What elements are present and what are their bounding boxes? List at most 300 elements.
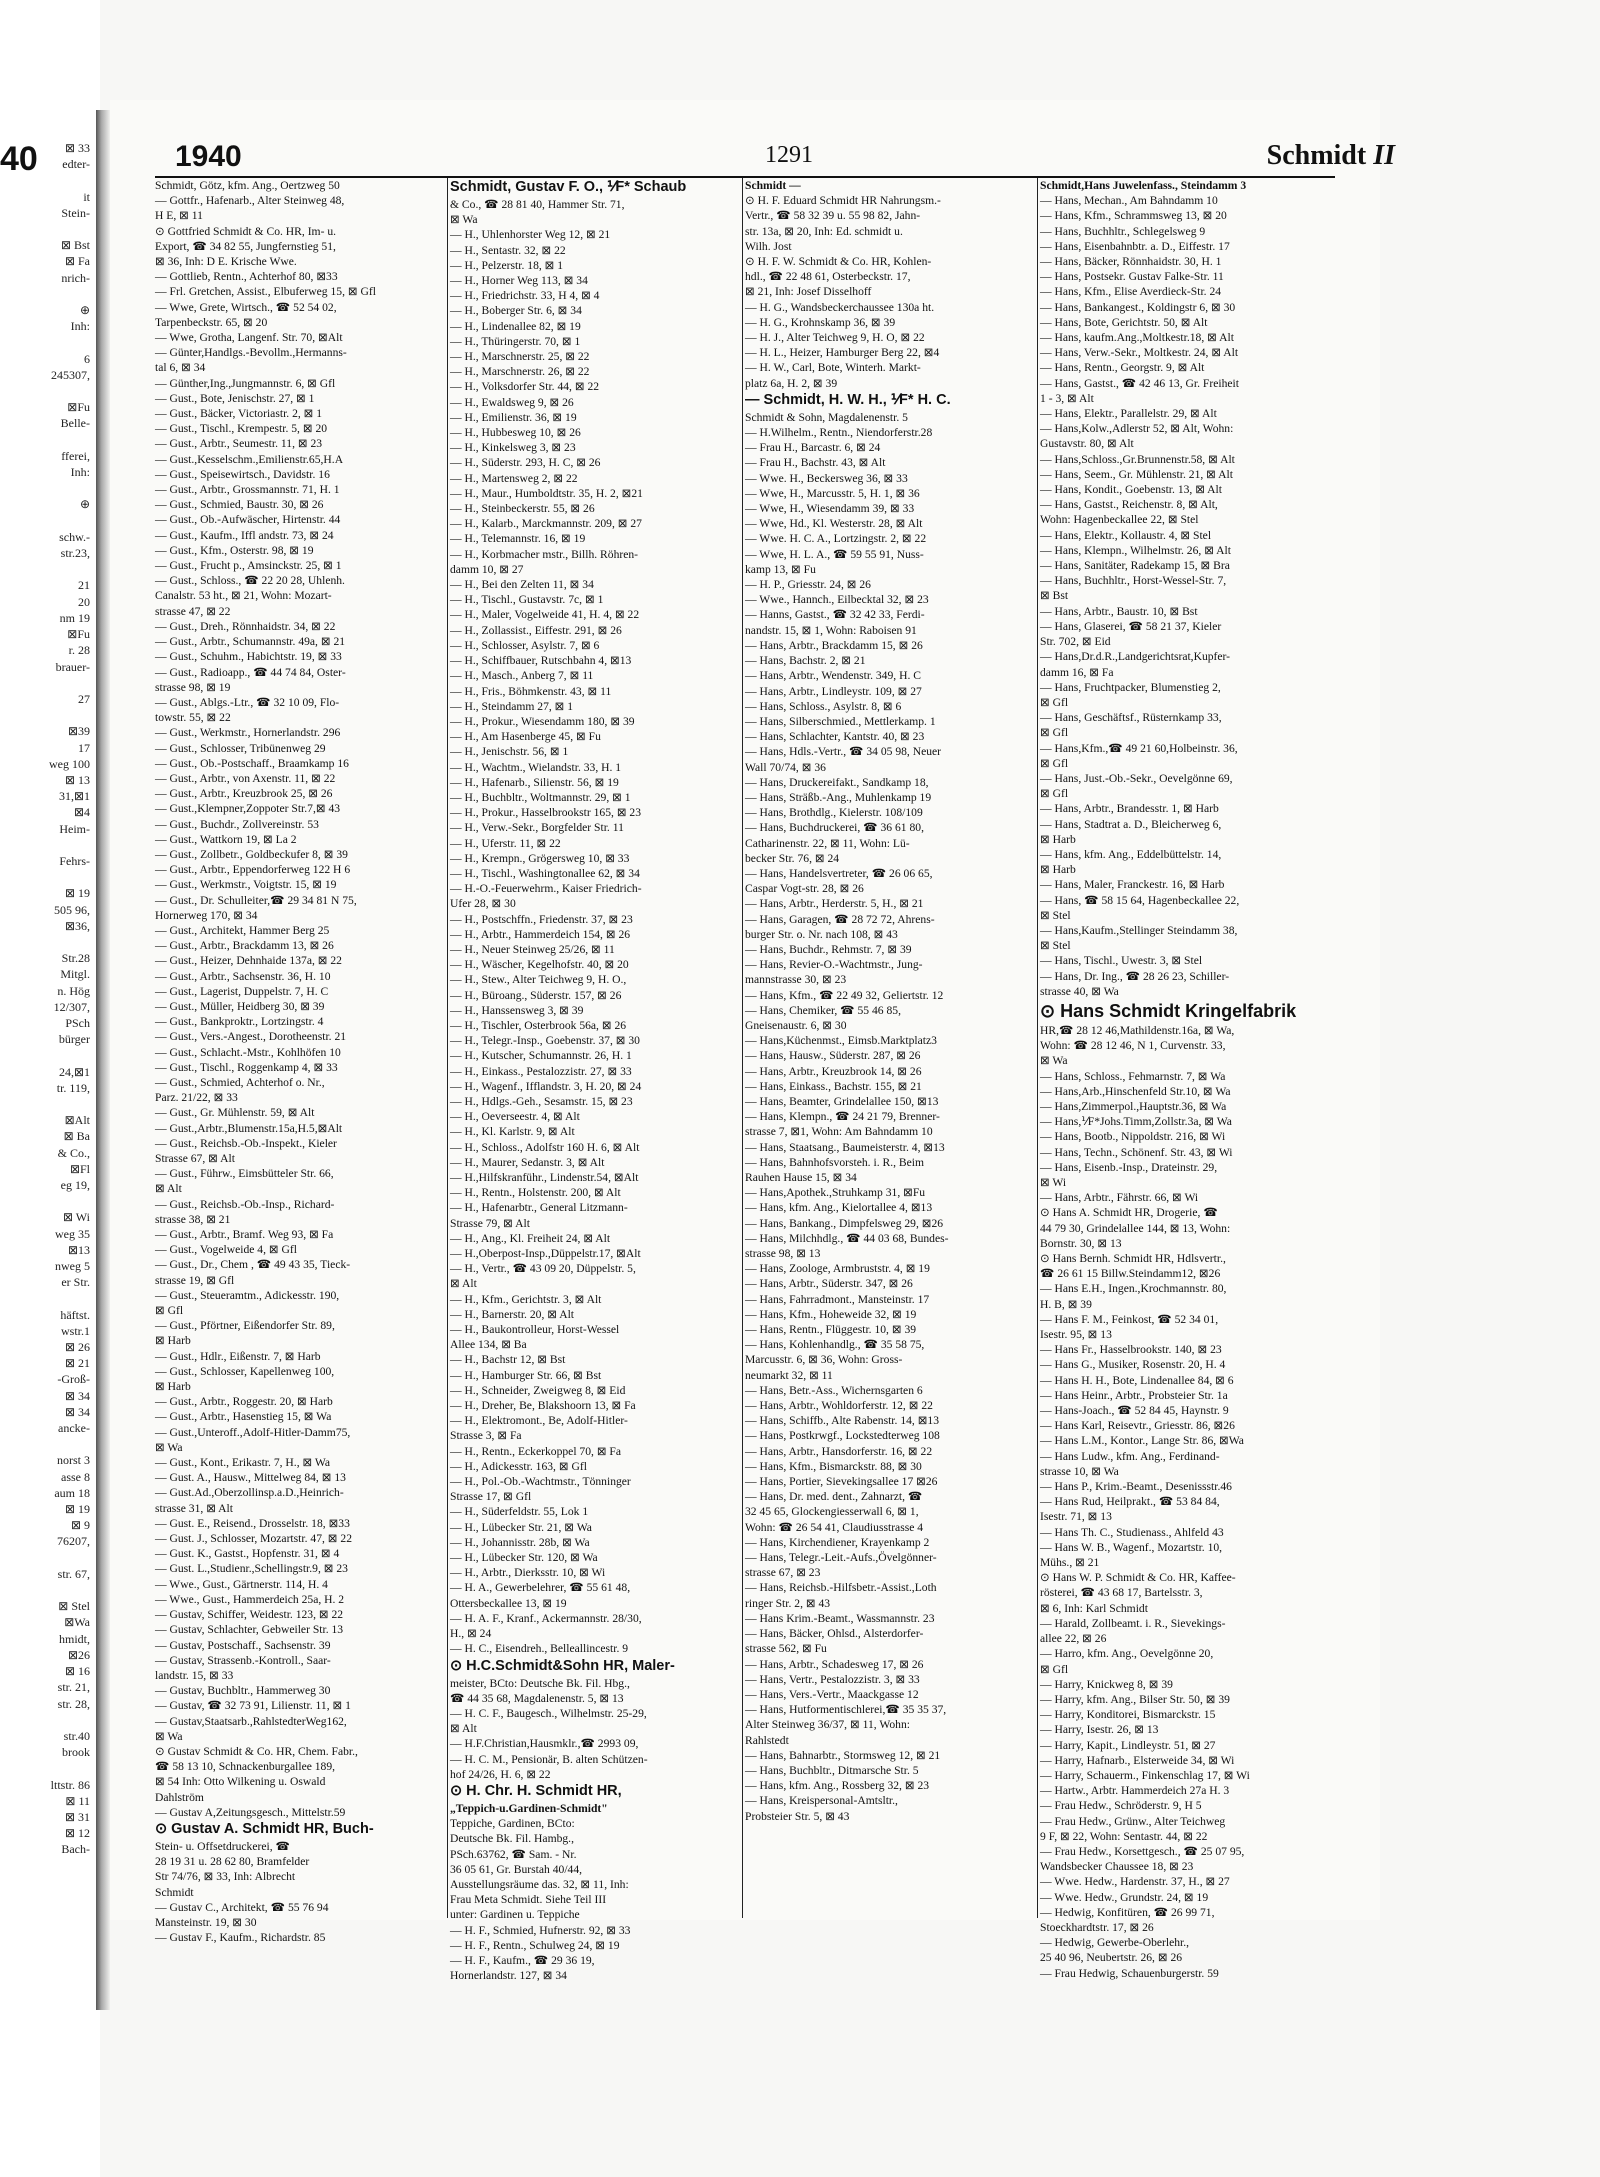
directory-entry: strasse 98, ⊠ 13 — [745, 1247, 821, 1261]
directory-entry: — Gust., Speisewirtsch., Davidstr. 16 — [155, 467, 330, 481]
directory-entry: damm 10, ⊠ 27 — [450, 562, 524, 576]
previous-page-line: ⊠ 12 — [64, 1826, 90, 1841]
previous-page-line: ⊠Wa — [64, 1615, 90, 1630]
directory-entry: — Harry, Isestr. 26, ⊠ 13 — [1040, 1723, 1159, 1737]
directory-entry: — Gust., Arbtr., Schumannstr. 49a, ⊠ 21 — [155, 635, 346, 649]
directory-entry: — Hans,Schloss.,Gr.Brunnenstr.58, ⊠ Alt — [1040, 452, 1235, 466]
previous-page-line: ⊠ 34 — [64, 1404, 90, 1419]
previous-page-line: ⊠4 — [73, 805, 90, 820]
directory-entry: — Hans, Milchhdlg., ☎ 44 03 68, Bundes- — [745, 1231, 949, 1245]
directory-entry: — Gust., Tischl., Roggenkamp 4, ⊠ 33 — [155, 1060, 338, 1074]
directory-entry: Tarpenbeckstr. 65, ⊠ 20 — [155, 315, 268, 329]
directory-entry: Schmidt, Gustav F. O., ⅟F* Schaub — [450, 179, 687, 195]
directory-entry: — H.F.Christian,Hausmklr.,☎ 2993 09, — [450, 1737, 639, 1751]
directory-entry: ⊙ Hans W. P. Schmidt & Co. HR, Kaffee- — [1040, 1571, 1236, 1585]
directory-entry: — Gust.,Klempner,Zoppoter Str.7,⊠ 43 — [155, 802, 341, 816]
directory-entry: — H., Fris., Böhmkenstr. 43, ⊠ 11 — [450, 684, 612, 698]
directory-entry: — H., Korbmacher mstr., Billh. Röhren- — [450, 547, 639, 561]
directory-entry: — Gustav C., Architekt, ☎ 55 76 94 — [155, 1900, 329, 1914]
directory-entry: Strasse 3, ⊠ Fa — [450, 1429, 522, 1443]
previous-page-line: r. 28 — [68, 643, 90, 658]
directory-entry: — Hans, Schloss., Fehmarnstr. 7, ⊠ Wa — [1040, 1069, 1226, 1083]
directory-entry: — H., Krempn., Grögersweg 10, ⊠ 33 — [450, 851, 630, 865]
directory-entry: ⊠ Wa — [1040, 1054, 1068, 1068]
directory-entry: — H., Bei den Zelten 11, ⊠ 34 — [450, 578, 594, 592]
directory-entry: — Hans, kfm. Ang., Kielortallee 4, ⊠13 — [745, 1201, 933, 1215]
directory-entry: strasse 7, ⊠1, Wohn: Am Bahndamm 10 — [745, 1125, 933, 1139]
directory-entry: nandstr. 15, ⊠ 1, Wohn: Raboisen 91 — [745, 623, 917, 637]
directory-entry: — H. C. M., Pensionär, B. alten Schützen- — [450, 1752, 648, 1766]
previous-page-strip — [0, 140, 94, 1920]
previous-page-line: Mitgl. — [60, 967, 90, 982]
directory-entry: — Günther,Ing.,Jungmannstr. 6, ⊠ Gfl — [155, 376, 336, 390]
directory-entry: — Hans, kfm. Ang., Eddelbüttelstr. 14, — [1040, 847, 1222, 861]
previous-page-line — [0, 383, 94, 399]
directory-entry: — H. L., Heizer, Hamburger Berg 22, ⊠4 — [745, 346, 940, 360]
previous-page-line: str. 28, — [57, 1696, 90, 1711]
directory-entry: Canalstr. 53 ht., ⊠ 21, Wohn: Mozart- — [155, 589, 332, 603]
previous-page-line: it — [83, 189, 90, 204]
directory-entry: Strasse 17, ⊠ Gfl — [450, 1490, 532, 1504]
directory-entry: — H., Bachstr 12, ⊠ Bst — [450, 1353, 566, 1367]
directory-entry: Gneisenaustr. 6, ⊠ 30 — [745, 1018, 847, 1032]
directory-entry: — Gust., Arbtr., Eppendorferweg 122 H 6 — [155, 863, 351, 877]
directory-entry: — Frau Hedwig, Schauenburgerstr. 59 — [1040, 1966, 1219, 1980]
directory-entry: — H., Hafenarb., Silienstr. 56, ⊠ 19 — [450, 775, 619, 789]
directory-entry: ⊙ H. F. W. Schmidt & Co. HR, Kohlen- — [745, 255, 932, 269]
directory-entry: — Harro, kfm. Ang., Oevelgönne 20, — [1040, 1647, 1214, 1661]
directory-entry: Rauhen Hause 15, ⊠ 34 — [745, 1171, 857, 1184]
directory-entry: — Hans Th. C., Studienass., Ahlfeld 43 — [1040, 1525, 1224, 1539]
previous-page-line: & Co., — [57, 1145, 90, 1160]
directory-entry: ⊙ H. F. Eduard Schmidt HR Nahrungsm.- — [745, 194, 941, 208]
previous-page-line: ⊠13 — [67, 1242, 90, 1257]
directory-entry: Str. 702, ⊠ Eid — [1040, 635, 1111, 649]
directory-entry: — H., Hamburger Str. 66, ⊠ Bst — [450, 1368, 602, 1382]
directory-entry: — H. C., Eisendreh., Belleallincestr. 9 — [450, 1642, 629, 1656]
directory-entry: — Hans, Dr. med. dent., Zahnarzt, ☎ — [745, 1490, 923, 1504]
directory-entry: — Hans, Arbtr., Baustr. 10, ⊠ Bst — [1040, 604, 1198, 618]
directory-entry: ⊠ Stel — [1040, 908, 1071, 922]
directory-entry: — Gust., Reichsb.-Ob.-Insp., Richard- — [155, 1197, 335, 1211]
directory-entry: — H., Ewaldsweg 9, ⊠ 26 — [450, 395, 574, 409]
directory-entry: Parz. 21/22, ⊠ 33 — [155, 1091, 238, 1105]
directory-entry: — Hans, Handelsvertreter, ☎ 26 06 65, — [745, 866, 933, 880]
directory-entry: — Hans, Bäcker, Rönnhaidstr. 30, H. 1 — [1040, 255, 1222, 269]
directory-entry: — Gust. A., Hausw., Mittelweg 84, ⊠ 13 — [155, 1471, 346, 1485]
directory-entry: — H., Steindamm 27, ⊠ 1 — [450, 699, 574, 713]
directory-entry: — Hans,Kfm.,☎ 49 21 60,Holbeinstr. 36, — [1040, 741, 1238, 755]
previous-page-number: 40 — [0, 140, 38, 178]
directory-entry: — H., Sentastr. 32, ⊠ 22 — [450, 243, 566, 257]
directory-entry: — Gust., Kont., Erikastr. 7, H., ⊠ Wa — [155, 1456, 331, 1470]
directory-entry: — Gust., Werkmstr., Hornerlandstr. 296 — [155, 726, 341, 740]
directory-entry: — H., Lindenallee 82, ⊠ 19 — [450, 319, 581, 333]
directory-entry: — Hans, kfm. Ang., Rossberg 32, ⊠ 23 — [745, 1779, 930, 1793]
previous-page-line: Heim- — [59, 821, 90, 836]
directory-entry: tal 6, ⊠ 34 — [155, 361, 206, 375]
directory-entry: Ausstellungsräume das. 32, ⊠ 11, Inh: — [450, 1877, 629, 1891]
directory-entry: — Harry, Konditorei, Bismarckstr. 15 — [1040, 1708, 1216, 1722]
directory-entry: — Hans G., Musiker, Rosenstr. 20, H. 4 — [1040, 1358, 1226, 1372]
directory-entry: — Hans, Schlachter, Kantstr. 40, ⊠ 23 — [745, 730, 925, 744]
directory-entry: — H., Vertr., ☎ 43 09 20, Düppelstr. 5, — [450, 1262, 636, 1276]
directory-entry: — Hans W. B., Wagenf., Mozartstr. 10, — [1040, 1540, 1223, 1554]
previous-page-line — [0, 1096, 94, 1112]
directory-entry: — Hedwig, Konfitüren, ☎ 26 99 71, — [1040, 1905, 1215, 1919]
previous-page-line: ⊠ Stel — [58, 1599, 90, 1614]
directory-entry: — Wwe. H. C. A., Lortzingstr. 2, ⊠ 22 — [745, 532, 927, 546]
directory-entry: — H. A. F., Kranf., Ackermannstr. 28/30, — [450, 1611, 642, 1625]
directory-entry: Strasse 67, ⊠ Alt — [155, 1152, 235, 1165]
directory-entry: — Gust., Schloss., ☎ 22 20 28, Uhlenh. — [155, 574, 345, 588]
directory-entry: mannstrasse 30, ⊠ 23 — [745, 973, 847, 987]
directory-entry: ⊙ Gottfried Schmidt & Co. HR, Im- u. — [155, 224, 337, 238]
directory-entry: — Günter,Handlgs.-Bevollm.,Hermanns- — [155, 346, 347, 360]
previous-page-line — [0, 480, 94, 496]
directory-entry: — H., Rentn., Eckerkoppel 70, ⊠ Fa — [450, 1444, 622, 1458]
directory-entry: — Hans, Stadtrat a. D., Bleicherweg 6, — [1040, 817, 1222, 831]
directory-entry: — Gust., Arbtr., Kreuzbrook 25, ⊠ 26 — [155, 787, 333, 801]
directory-entry: — H., Prokur., Wiesendamm 180, ⊠ 39 — [450, 714, 635, 728]
directory-entry: — H., Wäscher, Kegelhofstr. 40, ⊠ 20 — [450, 958, 629, 972]
previous-page-line: 12/307, — [53, 999, 90, 1014]
directory-entry: Stein- u. Offsetdruckerei, ☎ — [155, 1839, 290, 1853]
previous-page-line: ⊠ Bst — [60, 238, 90, 253]
directory-entry: — Hans E.H., Ingen.,Krochmannstr. 80, — [1040, 1282, 1227, 1296]
directory-entry: — Hans, Beamter, Grindelallee 150, ⊠13 — [745, 1094, 939, 1108]
directory-column-1 — [155, 178, 440, 1945]
previous-page-line: str. 67, — [57, 1566, 90, 1581]
directory-entry: — Hans, Reichsb.-Hilfsbetr.-Assist.,Loth — [745, 1581, 937, 1595]
directory-entry: — Hans, Kfm., Hoheweide 32, ⊠ 19 — [745, 1307, 917, 1321]
directory-entry: — Hans, Buchhltr., Schlegelsweg 9 — [1040, 224, 1206, 238]
directory-entry: — Hans Heinr., Arbtr., Probsteier Str. 1a — [1040, 1388, 1228, 1402]
directory-entry: ⊠ 54 Inh: Otto Wilkening u. Oswald — [155, 1775, 326, 1789]
previous-page-line: er Str. — [61, 1275, 90, 1290]
directory-entry: ⊠ Gfl — [1040, 1662, 1069, 1676]
previous-page-line: Belle- — [60, 416, 90, 431]
directory-entry: — H., Telegr.-Insp., Goebenstr. 37, ⊠ 30 — [450, 1034, 640, 1048]
directory-entry: 44 79 30, Grindelallee 144, ⊠ 13, Wohn: — [1040, 1221, 1231, 1235]
directory-entry: — Gust., Dr., Chem , ☎ 49 43 35, Tieck- — [155, 1258, 351, 1272]
directory-entry: — H., Horner Weg 113, ⊠ 34 — [450, 274, 588, 288]
page-title-name: Schmidt — [1266, 140, 1367, 171]
directory-entry: — Gust., Arbtr., Bramf. Weg 93, ⊠ Fa — [155, 1228, 334, 1242]
directory-entry: — Hans, Portier, Sievekingsallee 17 ⊠26 — [745, 1475, 938, 1489]
directory-entry: ⊠ Gfl — [155, 1304, 184, 1318]
directory-entry: — Gust. E., Reisend., Drosselstr. 18, ⊠33 — [155, 1516, 350, 1530]
previous-page-line — [0, 707, 94, 723]
directory-entry: — Gust., Kfm., Osterstr. 98, ⊠ 19 — [155, 543, 314, 557]
directory-entry: burger Str. o. Nr. nach 108, ⊠ 43 — [745, 927, 898, 941]
directory-entry: ⊠ 36, Inh: D E. Krische Wwe. — [155, 255, 297, 269]
directory-entry: — Hans, Bote, Gerichtstr. 50, ⊠ Alt — [1040, 315, 1208, 329]
directory-entry: Schmidt — — [745, 179, 801, 192]
directory-entry: ⊠ Harb — [155, 1380, 191, 1394]
directory-entry: ⊠ 21, Inh: Josef Disselhoff — [745, 285, 872, 299]
directory-entry: — Hans, Geschäftsf., Rüsternkamp 33, — [1040, 711, 1222, 725]
directory-entry: — Gust., Bankproktr., Lortzingstr. 4 — [155, 1015, 324, 1029]
directory-entry: — H., Schneider, Zweigweg 8, ⊠ Eid — [450, 1383, 626, 1397]
directory-entry: ⊙ Hans Bernh. Schmidt HR, Hdlsvertr., — [1040, 1252, 1226, 1266]
directory-entry: ☎ 44 35 68, Magdalenenstr. 5, ⊠ 13 — [450, 1691, 624, 1705]
previous-page-line: ⊕ — [79, 497, 90, 512]
page-year: 1940 — [175, 140, 242, 173]
previous-page-line: 31,⊠1 — [58, 789, 90, 804]
directory-entry: Marcusstr. 6, ⊠ 36, Wohn: Gross- — [745, 1353, 903, 1367]
directory-entry: Dahlström — [155, 1790, 204, 1804]
directory-entry: str. 13a, ⊠ 20, Inh: Ed. schmidt u. — [745, 224, 903, 238]
directory-entry: — Hans, Staatsang., Baumeisterstr. 4, ⊠13 — [745, 1140, 945, 1154]
directory-entry: — H., Ang., Kl. Freiheit 24, ⊠ Alt — [450, 1231, 611, 1245]
directory-entry: — H., Arbtr., Dierksstr. 10, ⊠ Wi — [450, 1566, 606, 1580]
directory-entry: Caspar Vogt-str. 28, ⊠ 26 — [745, 882, 864, 896]
directory-entry: — Gust., Reichsb.-Ob.-Inspekt., Kieler — [155, 1136, 337, 1150]
previous-page-line: asse 8 — [61, 1469, 90, 1484]
directory-entry: — Gustav F., Kaufm., Richardstr. 85 — [155, 1931, 326, 1945]
directory-entry: H E, ⊠ 11 — [155, 209, 203, 223]
previous-page-line: ⊠ Ba — [63, 1129, 90, 1144]
directory-entry: — Gust., Werkmstr., Voigtstr. 15, ⊠ 19 — [155, 878, 337, 892]
directory-entry: — Hans, Vers.-Vertr., Maackgasse 12 — [745, 1687, 919, 1701]
previous-page-line: ⊠Fu — [67, 400, 90, 415]
previous-page-line: str.40 — [63, 1728, 90, 1743]
directory-entry: — H., Adickesstr. 163, ⊠ Gfl — [450, 1459, 587, 1473]
directory-entry: — Hedwig, Gewerbe-Oberlehr., — [1040, 1936, 1190, 1950]
previous-page-line: ⊠ 11 — [65, 1793, 90, 1808]
directory-entry: — Gustav A,Zeitungsgesch., Mittelstr.59 — [155, 1805, 346, 1819]
directory-entry: — H., Pelzerstr. 18, ⊠ 1 — [450, 258, 564, 272]
previous-page-line: Inh: — [70, 465, 90, 480]
directory-entry: — Schmidt, H. W. H., ⅟F* H. C. — [745, 391, 951, 408]
directory-entry: — Hans-Joach., ☎ 52 84 45, Haynstr. 9 — [1040, 1404, 1229, 1418]
directory-entry: — Harry, Kapit., Lindleystr. 51, ⊠ 27 — [1040, 1738, 1216, 1752]
directory-entry: — H., Lübecker Str. 21, ⊠ Wa — [450, 1520, 592, 1534]
directory-entry: ⊠ Gfl — [1040, 726, 1069, 740]
directory-entry: — Wwe, H. L. A., ☎ 59 55 91, Nuss- — [745, 547, 924, 561]
previous-page-line: 27 — [78, 691, 90, 706]
directory-entry: rösterei, ☎ 43 68 17, Bartelsstr. 3, — [1040, 1586, 1203, 1600]
directory-entry: — Wwe. Hedw., Grundstr. 24, ⊠ 19 — [1040, 1890, 1209, 1904]
directory-entry: — Hans,Apothek.,Struhkamp 31, ⊠Fu — [745, 1186, 926, 1200]
directory-entry: Wohn: Hagenbeckallee 22, ⊠ Stel — [1040, 513, 1199, 527]
directory-entry: — Hans, Druckereifakt., Sandkamp 18, — [745, 775, 929, 789]
directory-entry: — H., Kutscher, Schumannstr. 26, H. 1 — [450, 1049, 632, 1063]
directory-entry: ⊠ Alt — [155, 1182, 182, 1196]
directory-entry: Isestr. 95, ⊠ 13 — [1040, 1328, 1112, 1342]
directory-entry: — Hans, Elektr., Kollaustr. 4, ⊠ Stel — [1040, 528, 1212, 542]
directory-entry: — Hans, Telegr.-Leit.-Aufs.,Övelgönner- — [745, 1551, 937, 1565]
directory-entry: — H. F., Rentn., Schulweg 24, ⊠ 19 — [450, 1938, 620, 1952]
directory-entry: allee 22, ⊠ 26 — [1040, 1632, 1107, 1646]
directory-entry: — H., Wachtm., Wielandstr. 33, H. 1 — [450, 760, 622, 774]
directory-entry: — Hans,Kolw.,Adlerstr 52, ⊠ Alt, Wohn: — [1040, 422, 1234, 436]
directory-entry: — Hans, Kondit., Goebenstr. 13, ⊠ Alt — [1040, 483, 1223, 497]
directory-entry: — Hans, Bankang., Dimpfelsweg 29, ⊠26 — [745, 1216, 944, 1230]
directory-entry: — Gust., Arbtr., Grossmannstr. 71, H. 1 — [155, 483, 340, 497]
previous-page-line: 245307, — [51, 367, 90, 382]
directory-entry: — H. G., Krohnskamp 36, ⊠ 39 — [745, 315, 896, 329]
directory-entry: Isestr. 71, ⊠ 13 — [1040, 1510, 1112, 1524]
previous-page-line — [0, 561, 94, 577]
directory-entry: — Hans, Kfm., Elise Averdieck-Str. 24 — [1040, 285, 1222, 299]
directory-entry: — Hans, Rentn., Georgstr. 9, ⊠ Alt — [1040, 361, 1205, 375]
directory-entry: — Hans, Buchdr., Rehmstr. 7, ⊠ 39 — [745, 942, 912, 956]
directory-entry: Wohn: ☎ 26 54 41, Claudiusstrasse 4 — [745, 1520, 924, 1534]
directory-entry: — Frau H., Bachstr. 43, ⊠ Alt — [745, 456, 886, 470]
directory-entry: — Hans, Kfm., Schrammsweg 13, ⊠ 20 — [1040, 209, 1227, 223]
directory-entry: — Hans, Dr. Ing., ☎ 28 26 23, Schiller- — [1040, 969, 1230, 983]
previous-page-line: fferei, — [61, 448, 90, 463]
directory-entry: — Harry, Knickweg 8, ⊠ 39 — [1040, 1677, 1173, 1691]
previous-page-line: aum 18 — [54, 1485, 90, 1500]
directory-entry: — H., Verw.-Sekr., Borgfelder Str. 11 — [450, 821, 624, 835]
directory-entry: — H., Steinbeckerstr. 55, ⊠ 26 — [450, 502, 595, 516]
directory-entry: — H.Wilhelm., Rentn., Niendorferstr.28 — [745, 426, 933, 440]
directory-entry: — H., Buchbltr., Woltmannstr. 29, ⊠ 1 — [450, 790, 631, 804]
directory-entry: hdl., ☎ 22 48 61, Osterbeckstr. 17, — [745, 270, 911, 284]
directory-entry: — H., Tischl., Washingtonallee 62, ⊠ 34 — [450, 866, 640, 880]
previous-page-line — [0, 1712, 94, 1728]
directory-entry: ringer Str. 2, ⊠ 43 — [745, 1596, 831, 1610]
directory-entry: — Gust., Schuhm., Habichtstr. 19, ⊠ 33 — [155, 650, 342, 664]
directory-entry: — Wwe., Hannch., Eilbecktal 32, ⊠ 23 — [745, 593, 929, 607]
directory-entry: Ottersbeckallee 13, ⊠ 19 — [450, 1596, 567, 1610]
directory-entry: — Hans, Kfm., Bismarckstr. 88, ⊠ 30 — [745, 1459, 922, 1473]
directory-entry: — Hans H. H., Bote, Lindenallee 84, ⊠ 6 — [1040, 1373, 1234, 1387]
directory-entry: — Gust.,Unteroff.,Adolf-Hitler-Damm75, — [155, 1425, 351, 1439]
directory-entry: ⊠ Bst — [1040, 589, 1069, 603]
previous-page-line: ⊠Fu — [67, 627, 90, 642]
directory-entry: — Frl. Gretchen, Assist., Elbuferweg 15, ⊠ Gfl — [155, 285, 376, 299]
directory-entry: — Gust., Arbtr., Sachsenstr. 36, H. 10 — [155, 969, 331, 983]
directory-entry: — H., Johannisstr. 28b, ⊠ Wa — [450, 1535, 590, 1549]
directory-entry: — H., Jenischstr. 56, ⊠ 1 — [450, 745, 569, 759]
directory-entry: — Gust., Arbtr., Brackdamm 13, ⊠ 26 — [155, 939, 334, 953]
directory-entry: — Gust. K., Gastst., Hopfenstr. 31, ⊠ 4 — [155, 1547, 340, 1561]
directory-entry: Alter Steinweg 36/37, ⊠ 11, Wohn: — [745, 1718, 910, 1732]
directory-entry: — Hans, Arbtr., Brackdamm 15, ⊠ 26 — [745, 638, 923, 652]
directory-entry: ⊙ Hans A. Schmidt HR, Drogerie, ☎ — [1040, 1206, 1218, 1220]
previous-page-line: brauer- — [55, 659, 90, 674]
directory-entry: — Wwe, Grete, Wirtsch., ☎ 52 54 02, — [155, 300, 337, 314]
directory-entry: Wohn: ☎ 28 12 46, N 1, Curvenstr. 33, — [1040, 1039, 1226, 1053]
directory-entry: — Hans Fr., Hasselbrookstr. 140, ⊠ 23 — [1040, 1343, 1222, 1357]
directory-entry: — Wwe. H., Beckersweg 36, ⊠ 33 — [745, 471, 908, 485]
directory-entry: — Hans, Bachstr. 2, ⊠ 21 — [745, 654, 866, 668]
previous-page-line: ⊠ 19 — [64, 1502, 90, 1517]
directory-entry: — Hans, Zoologe, Armbruststr. 4, ⊠ 19 — [745, 1262, 930, 1276]
directory-entry: — H., Neuer Steinweg 25/26, ⊠ 11 — [450, 942, 615, 956]
directory-entry: — H., Volksdorfer Str. 44, ⊠ 22 — [450, 380, 600, 394]
directory-entry: — Hans, Gastst., Reichenstr. 8, ⊠ Alt, — [1040, 498, 1218, 512]
previous-page-line: hmidt, — [58, 1631, 90, 1646]
directory-entry: — H., Masch., Anberg 7, ⊠ 11 — [450, 669, 594, 683]
directory-entry: — H., Lübecker Str. 120, ⊠ Wa — [450, 1551, 598, 1565]
directory-entry: — Gust., Steueramtm., Adickesstr. 190, — [155, 1288, 340, 1302]
directory-entry: — Gust., Schmied, Achterhof o. Nr., — [155, 1075, 325, 1089]
directory-entry: — Hans, Arbtr., Süderstr. 347, ⊠ 26 — [745, 1277, 913, 1291]
directory-entry: Schmidt & Sohn, Magdalenenstr. 5 — [745, 410, 908, 424]
directory-entry: — Hans Rud, Heilprakt., ☎ 53 84 84, — [1040, 1495, 1220, 1509]
directory-entry: — Hans, Seem., Gr. Mühlenstr. 21, ⊠ Alt — [1040, 467, 1233, 481]
previous-page-line: norst 3 — [57, 1453, 90, 1468]
directory-entry: — Hans, Klempn., Wilhelmstr. 26, ⊠ Alt — [1040, 543, 1231, 557]
directory-entry: — Hans, Tischl., Uwestr. 3, ⊠ Stel — [1040, 954, 1203, 968]
directory-entry: — H., Schlosser, Asylstr. 7, ⊠ 6 — [450, 638, 600, 652]
directory-entry: meister, BCto: Deutsche Bk. Fil. Hbg., — [450, 1676, 630, 1690]
directory-entry: — Hans, Hutformentischlerei,☎ 35 35 37, — [745, 1703, 947, 1717]
directory-entry: Hornerlandstr. 127, ⊠ 34 — [450, 1969, 567, 1983]
directory-entry: — Gust., Dr. Schulleiter,☎ 29 34 81 N 75, — [155, 893, 357, 907]
directory-column-2 — [450, 178, 735, 1983]
directory-entry: Export, ☎ 34 82 55, Jungfernstieg 51, — [155, 239, 336, 253]
directory-entry: — Hartw., Arbtr. Hammerdeich 27a H. 3 — [1040, 1784, 1230, 1798]
directory-entry: — Frau Hedw., Schröderstr. 9, H 5 — [1040, 1799, 1202, 1813]
directory-entry: — H., Postschffn., Friedenstr. 37, ⊠ 23 — [450, 912, 633, 926]
directory-entry: ⊠ Wa — [450, 213, 478, 227]
directory-entry: — Hans, Glaserei, ☎ 58 21 37, Kieler — [1040, 619, 1222, 633]
previous-page-line — [0, 432, 94, 448]
previous-page-line: schw.- — [59, 529, 90, 544]
directory-entry: — H., Dreher, Be, Blakshoorn 13, ⊠ Fa — [450, 1399, 636, 1413]
directory-entry: Str 74/76, ⊠ 33, Inh: Albrecht — [155, 1870, 296, 1884]
directory-entry: — Hans, Elektr., Parallelstr. 29, ⊠ Alt — [1040, 407, 1217, 421]
directory-entry: — H., Hanssensweg 3, ⊠ 39 — [450, 1003, 584, 1017]
directory-entry: — Gust., Lagerist, Duppelstr. 7, H. C — [155, 984, 329, 998]
directory-entry: ⊠ Alt — [450, 1722, 477, 1736]
directory-entry: — H., Maurer, Sedanstr. 3, ⊠ Alt — [450, 1155, 605, 1169]
directory-entry: damm 16, ⊠ Fa — [1040, 665, 1114, 679]
directory-entry: — Hans, Brothdlg., Kielerstr. 108/109 — [745, 806, 923, 820]
previous-page-line: ⊕ — [79, 303, 90, 318]
directory-entry: — Gust., Müller, Heidberg 30, ⊠ 39 — [155, 999, 325, 1013]
directory-entry: — H., Kalarb., Marckmannstr. 209, ⊠ 27 — [450, 517, 642, 531]
directory-entry: — H., Marschnerstr. 25, ⊠ 22 — [450, 350, 590, 364]
directory-entry: ☎ 26 61 15 Billw.Steindamm12, ⊠26 — [1040, 1267, 1221, 1281]
directory-entry: — H. C. F., Baugesch., Wilhelmstr. 25-29, — [450, 1706, 647, 1720]
directory-entry: — Gust., Vogelweide 4, ⊠ Gfl — [155, 1243, 297, 1257]
directory-entry: Vertr., ☎ 58 32 39 u. 55 98 82, Jahn- — [745, 209, 921, 223]
previous-page-line — [0, 934, 94, 950]
directory-entry: — H., Hdlgs.-Geh., Sesamstr. 15, ⊠ 23 — [450, 1094, 633, 1108]
directory-entry: — Hans Krim.-Beamt., Wassmannstr. 23 — [745, 1611, 935, 1625]
previous-page-line — [0, 1436, 94, 1452]
directory-page — [110, 100, 1395, 1983]
directory-entry: — Hans, Maler, Franckestr. 16, ⊠ Harb — [1040, 878, 1225, 892]
previous-page-line: ⊠ 19 — [64, 886, 90, 901]
page-title-roman: II — [1373, 140, 1395, 171]
directory-entry: — Hans, Buchhltr., Horst-Wessel-Str. 7, — [1040, 574, 1227, 588]
previous-page-line: ⊠ 31 — [64, 1809, 90, 1824]
directory-entry: landstr. 15, ⊠ 33 — [155, 1668, 234, 1682]
directory-entry: — Gust., Arbtr., von Axenstr. 11, ⊠ 22 — [155, 771, 336, 785]
directory-entry: — H., Baukontrolleur, Horst-Wessel — [450, 1323, 620, 1337]
directory-entry: — Gust., Arbtr., Hasenstieg 15, ⊠ Wa — [155, 1410, 332, 1424]
previous-page-line — [0, 1582, 94, 1598]
directory-entry: — Hans, kaufm.Ang.,Moltkestr.18, ⊠ Alt — [1040, 331, 1234, 345]
directory-entry: hof 24/26, H. 6, ⊠ 22 — [450, 1767, 551, 1781]
previous-page-line — [0, 675, 94, 691]
previous-page-line: str. 21, — [57, 1680, 90, 1695]
previous-page-line — [0, 837, 94, 853]
directory-entry: — Hans, Mechan., Am Bahndamm 10 — [1040, 194, 1218, 208]
directory-entry: — Harry, kfm. Ang., Bilser Str. 50, ⊠ 39 — [1040, 1692, 1230, 1706]
previous-page-line — [0, 221, 94, 237]
directory-entry: strasse 40, ⊠ Wa — [1040, 984, 1119, 998]
directory-entry: strasse 562, ⊠ Fu — [745, 1642, 827, 1656]
